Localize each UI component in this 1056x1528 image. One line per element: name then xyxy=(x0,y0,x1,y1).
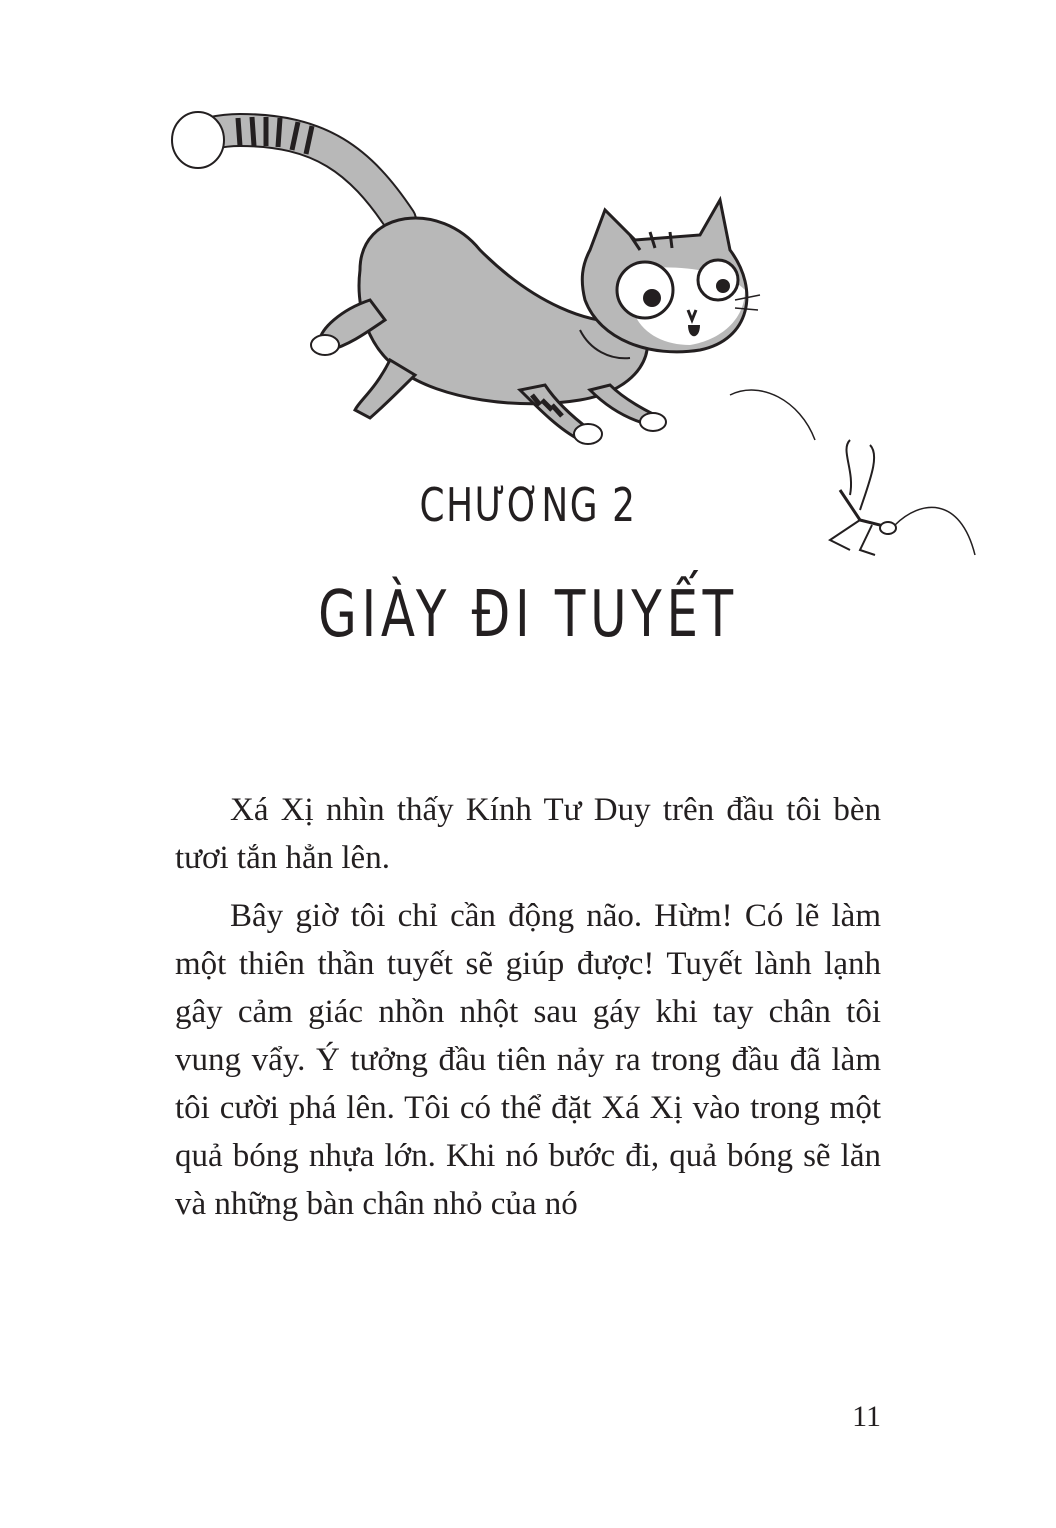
cricket-flight-trail xyxy=(730,390,815,440)
body-text xyxy=(175,786,881,1238)
chapter-label: CHƯƠNG 2 xyxy=(419,478,637,532)
chapter-title: GIÀY ĐI TUYẾT xyxy=(318,578,738,652)
cat-tail xyxy=(172,112,400,220)
page-number: 11 xyxy=(852,1400,881,1433)
paragraph: Xá Xị nhìn thấy Kính Tư Duy trên đầu tôi bèn tươi tắn hẳn lên. xyxy=(175,792,881,876)
paragraph: Bây giờ tôi chỉ cần động não. Hừm! Có lẽ làm một thiên thần tuyết sẽ giúp được! Tuyết lành lạnh gây cảm giác nhồn nhột sau gáy khi tay chân tôi vung vẩy. Ý tưởng đầu tiên nảy ra trong đầu đã làm tôi cười phá lên. Tôi có thể đặt Xá Xị vào trong một quả bóng nhựa lớn. Khi nó bước đi, quả bóng sẽ lăn và những bàn chân nhỏ của nó xyxy=(175,898,881,1222)
